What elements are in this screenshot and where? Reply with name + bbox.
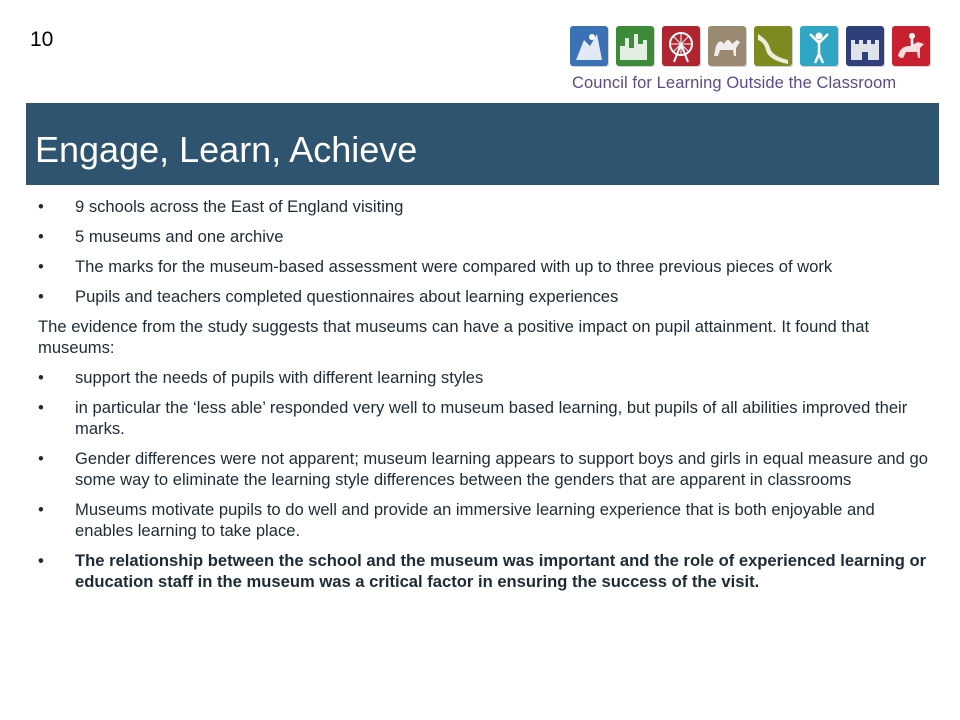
bullet-icon: • [38,287,44,306]
bullet-icon: • [38,449,44,468]
page-number: 10 [30,28,54,51]
evidence-paragraph: The evidence from the study suggests that museums can have a positive impact on pupil attainment. It found that museums: [38,317,870,357]
horse-rider-icon [892,26,930,66]
bullet-icon: • [38,500,44,519]
logo-tiles [570,26,934,70]
city-skyline-icon [616,26,654,66]
key-finding-text: The relationship between the school and the museum was important and the role of experienced learning or education staff in the museum was a critical factor in ensuring the success of the visit. [75,551,927,591]
clotc-logo [568,26,934,96]
climber-icon [570,26,608,66]
bullet-icon: • [38,398,44,417]
list-item [38,397,936,439]
list-item [38,256,936,277]
bullet-icon: • [38,197,44,216]
list-item-text: in particular the ‘less able’ responded very well to museum based learning, but pupils of all abilities improved their marks. [75,398,908,438]
list-item-text: The marks for the museum-based assessment were compared with up to three previous pieces of work [75,257,833,276]
list-item [38,448,936,490]
bullet-icon: • [38,257,44,276]
list-item [38,226,936,247]
bullet-icon: • [38,227,44,246]
person-arms-up-icon [800,26,838,66]
list-item-text: Pupils and teachers completed questionnaires about learning experiences [75,287,619,306]
list-item [38,499,936,541]
bullet-icon: • [38,551,44,570]
title-band [26,103,939,185]
slide-title: Engage, Learn, Achieve [35,129,418,170]
list-item-text: Museums motivate pupils to do well and provide an immersive learning experience that is both enjoyable and enables learning to take place. [75,500,875,540]
river-icon [754,26,792,66]
list-item [38,286,936,307]
ferris-wheel-icon [662,26,700,66]
list-item [38,367,936,388]
list-item-text: 9 schools across the East of England visiting [75,197,404,216]
key-finding-item [38,550,936,592]
list-item [38,196,936,217]
logo-wordmark: Council for Learning Outside the Classroom [572,74,897,92]
castle-icon [846,26,884,66]
list-item-text: Gender differences were not apparent; museum learning appears to support boys and girls in equal measure and go some way to eliminate the learning style differences between the genders that are apparent in classrooms [75,449,928,489]
bullet-icon: • [38,368,44,387]
slide-body [38,196,936,601]
list-item-text: 5 museums and one archive [75,227,284,246]
list-item-text: support the needs of pupils with different learning styles [75,368,484,387]
camel-icon [708,26,746,66]
